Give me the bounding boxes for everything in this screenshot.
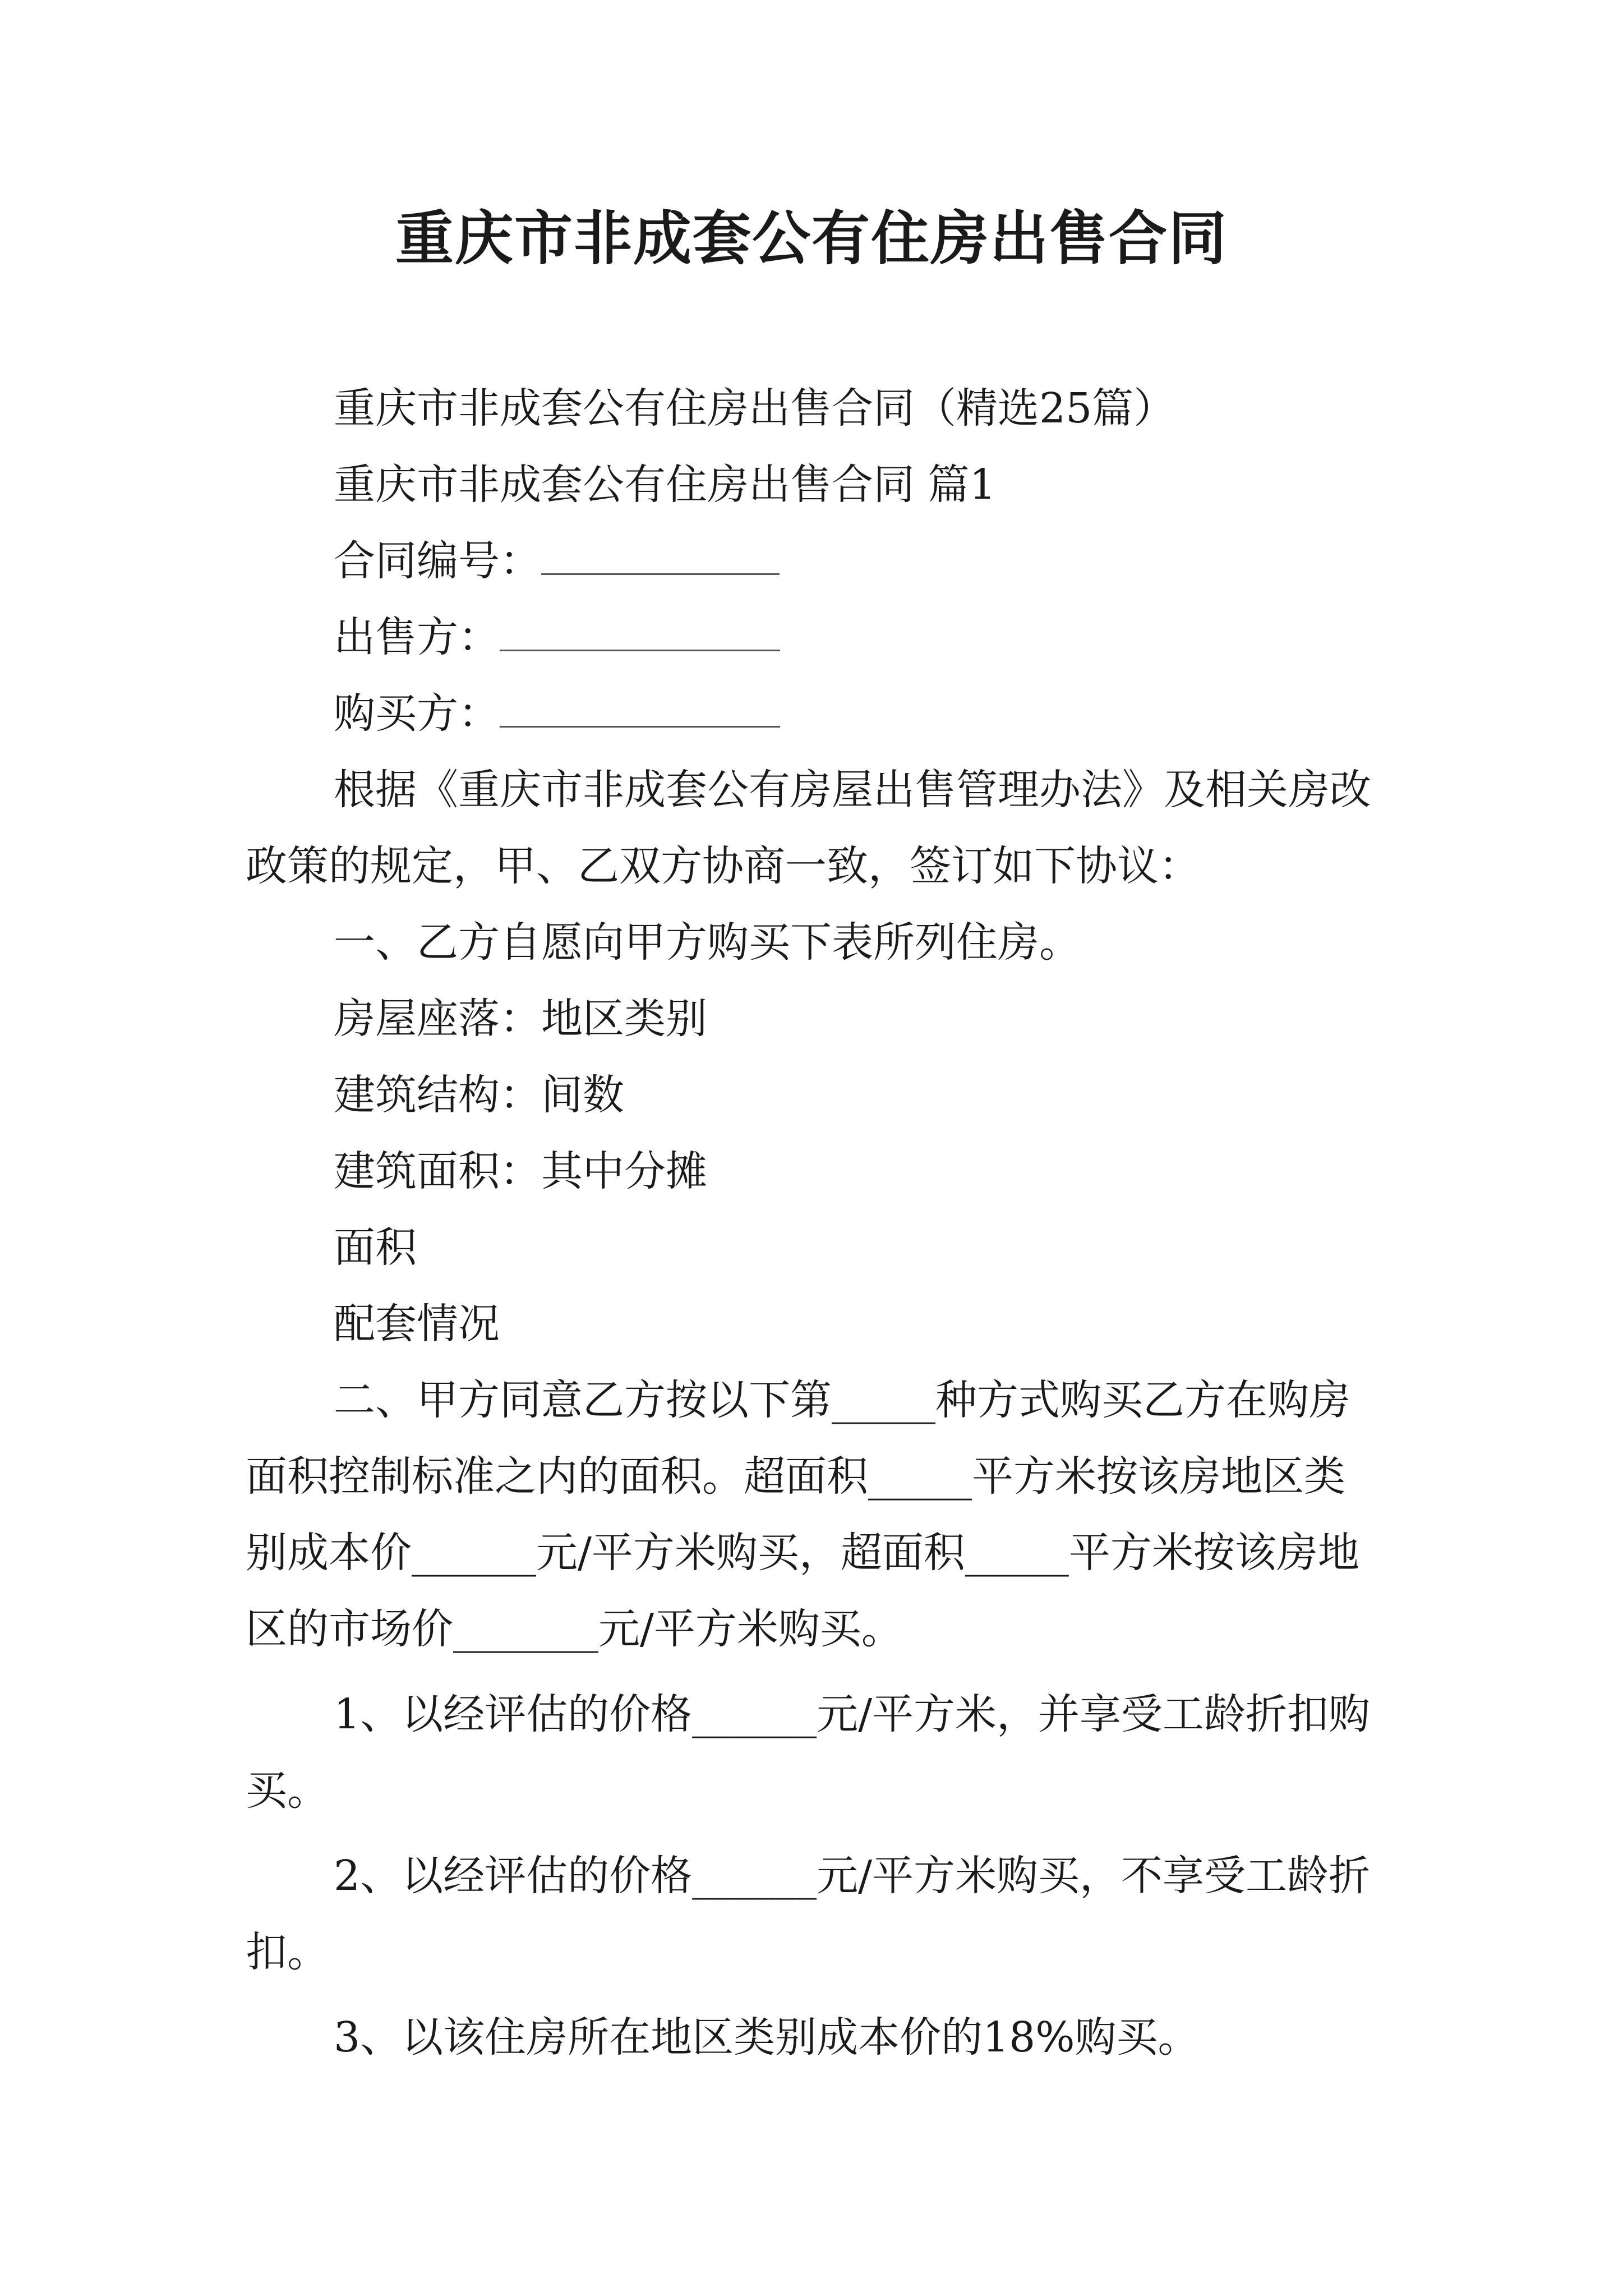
- contract-number-label: 合同编号：: [334, 537, 541, 585]
- facilities-line: 配套情况: [334, 1300, 500, 1348]
- clause-two-paragraph: 二、甲方同意乙方按以下第_____种方式购买乙方在购房面积控制标准之内的面积。超面积_____平方米按该房地区类别成本价______元/平方米购买，超面积_____平方米按该房地区的市场价_______元/平方米购买。: [246, 1376, 1359, 1653]
- seller-label: 出售方：: [334, 613, 500, 661]
- chapter-heading: 重庆市非成套公有住房出售合同 篇1: [334, 461, 996, 509]
- buyer-blank: [500, 692, 780, 728]
- intro-paragraph: 根据《重庆市非成套公有房屋出售管理办法》及相关房改政策的规定，甲、乙双方协商一致，签订如下协议：: [246, 766, 1371, 890]
- contract-number-blank: [541, 540, 780, 575]
- area-line: 面积: [334, 1223, 417, 1272]
- clause-one: 一、乙方自愿向甲方购买下表所列住房。: [334, 918, 1081, 967]
- document-subtitle: 重庆市非成套公有住房出售合同（精选25篇）: [334, 384, 1175, 432]
- building-structure-line: 建筑结构：间数: [334, 1071, 624, 1119]
- building-area-line: 建筑面积：其中分摊: [334, 1147, 707, 1195]
- option-three-paragraph: 3、以该住房所在地区类别成本价的18%购买。: [334, 2013, 1200, 2062]
- document-title: 重庆市非成套公有住房出售合同: [395, 204, 1228, 273]
- document-body: [246, 370, 1378, 2076]
- house-location-line: 房屋座落：地区类别: [334, 995, 707, 1043]
- buyer-label: 购买方：: [334, 689, 500, 738]
- option-two-paragraph: 2、以经评估的价格______元/平方米购买，不享受工龄折扣。: [246, 1852, 1371, 1976]
- buyer-row: [246, 675, 1378, 752]
- seller-row: [246, 599, 1378, 675]
- seller-blank: [500, 616, 780, 651]
- option-one-paragraph: 1、以经评估的价格______元/平方米，并享受工龄折扣购买。: [246, 1690, 1371, 1815]
- contract-number-row: [246, 523, 1378, 599]
